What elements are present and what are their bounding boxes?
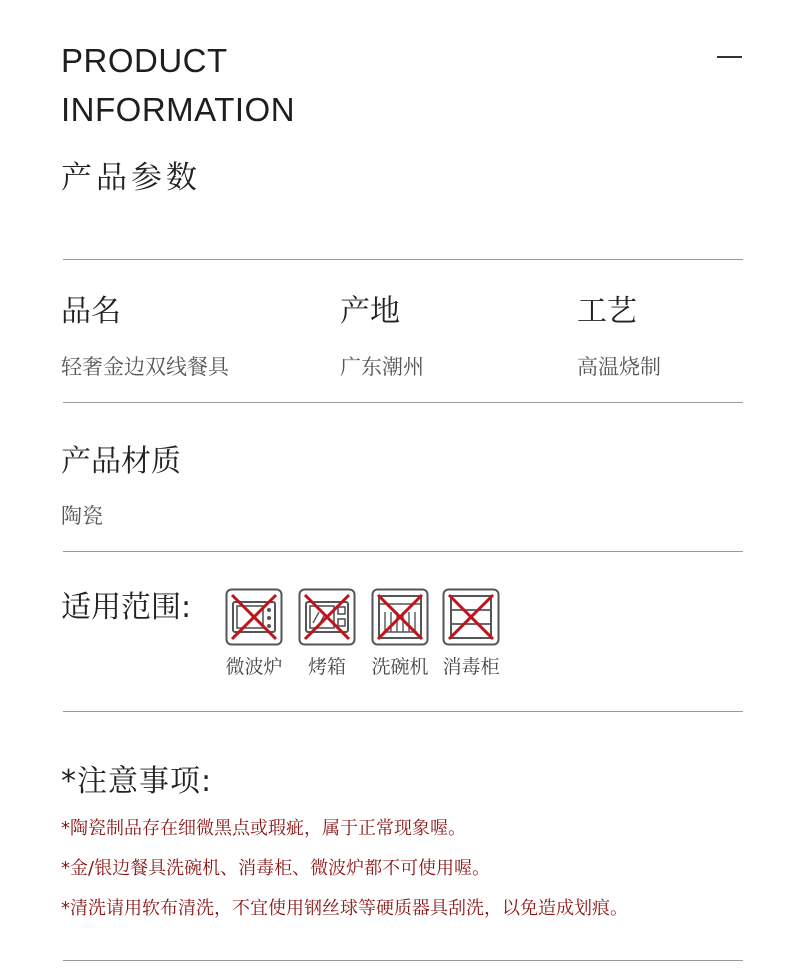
spec-value-origin: 广东潮州 [340, 355, 424, 379]
microwave-crossed-icon [225, 588, 283, 646]
oven-crossed-icon [298, 588, 356, 646]
usage-name-sterilizer: 消毒柜 [442, 656, 500, 678]
divider [63, 711, 743, 712]
note-item: *清洗请用软布清洗，不宜使用钢丝球等硬质器具刮洗，以免造成划痕。 [61, 898, 628, 919]
spec-label-name: 品名 [61, 294, 121, 329]
usage-name-microwave: 微波炉 [225, 656, 283, 678]
usage-item-oven [291, 588, 363, 679]
minus-icon[interactable] [717, 56, 742, 58]
heading-line-2: INFORMATION [61, 91, 296, 128]
dishwasher-crossed-icon [371, 588, 429, 646]
usage-item-sterilizer [435, 588, 507, 679]
usage-name-dishwasher: 洗碗机 [371, 656, 429, 678]
spec-value-name: 轻奢金边双线餐具 [61, 355, 229, 379]
sterilizer-cabinet-crossed-icon [442, 588, 500, 646]
usage-label: 适用范围: [61, 590, 192, 625]
divider [63, 259, 743, 260]
usage-item-microwave [218, 588, 290, 679]
product-parameters-subtitle: 产品参数 [61, 160, 201, 196]
note-item: *陶瓷制品存在细微黑点或瑕疵，属于正常现象喔。 [61, 818, 466, 839]
product-information-heading [61, 36, 295, 134]
spec-label-craft: 工艺 [577, 294, 637, 329]
usage-name-oven: 烤箱 [307, 656, 346, 678]
usage-item-dishwasher [364, 588, 436, 679]
spec-value-craft: 高温烧制 [577, 355, 661, 379]
divider [63, 960, 743, 961]
spec-label-origin: 产地 [340, 294, 400, 329]
divider [63, 551, 743, 552]
material-title: 产品材质 [61, 444, 181, 479]
notes-title: *注意事项: [61, 764, 213, 799]
material-value: 陶瓷 [61, 504, 103, 528]
note-item: *金/银边餐具洗碗机、消毒柜、微波炉都不可使用喔。 [61, 858, 491, 879]
divider [63, 402, 743, 403]
heading-line-1: PRODUCT [61, 42, 228, 79]
